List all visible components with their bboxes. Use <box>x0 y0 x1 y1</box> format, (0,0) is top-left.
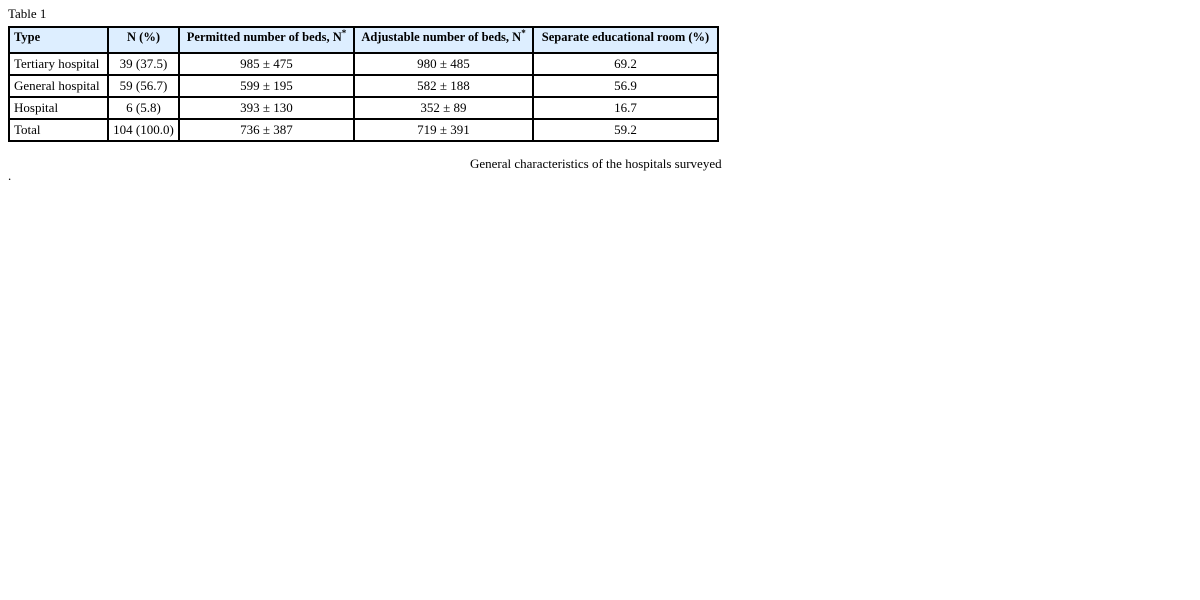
hospital-characteristics-table <box>8 26 719 142</box>
header-adjustable-beds-label: Adjustable number of beds, N <box>361 30 522 44</box>
header-adjustable-beds <box>354 27 533 53</box>
cell-permitted-beds: 599 ± 195 <box>179 75 354 97</box>
table-caption: General characteristics of the hospitals surveyed <box>470 156 722 171</box>
cell-educational-room: 69.2 <box>533 53 718 75</box>
table-label: Table 1 <box>8 6 47 21</box>
cell-type: Hospital <box>9 97 108 119</box>
footnote-mark: * <box>341 27 347 38</box>
table-header-row <box>9 27 718 53</box>
cell-permitted-beds: 393 ± 130 <box>179 97 354 119</box>
cell-permitted-beds: 985 ± 475 <box>179 53 354 75</box>
table-row <box>9 97 718 119</box>
cell-adjustable-beds: 719 ± 391 <box>354 119 533 141</box>
cell-type: Total <box>9 119 108 141</box>
trailing-mark: . <box>8 168 12 183</box>
cell-adjustable-beds: 980 ± 485 <box>354 53 533 75</box>
cell-permitted-beds: 736 ± 387 <box>179 119 354 141</box>
header-educational-room: Separate educational room (%) <box>533 27 718 53</box>
cell-type: General hospital <box>9 75 108 97</box>
table-row <box>9 53 718 75</box>
cell-n-percent: 104 (100.0) <box>108 119 179 141</box>
cell-educational-room: 59.2 <box>533 119 718 141</box>
cell-n-percent: 59 (56.7) <box>108 75 179 97</box>
table-row <box>9 75 718 97</box>
footnote-mark: * <box>521 27 526 38</box>
table-row-total <box>9 119 718 141</box>
cell-educational-room: 16.7 <box>533 97 718 119</box>
cell-adjustable-beds: 352 ± 89 <box>354 97 533 119</box>
cell-n-percent: 6 (5.8) <box>108 97 179 119</box>
header-type: Type <box>9 27 108 53</box>
cell-adjustable-beds: 582 ± 188 <box>354 75 533 97</box>
cell-type: Tertiary hospital <box>9 53 108 75</box>
header-permitted-beds-label: Permitted number of beds, N <box>186 30 342 44</box>
cell-educational-room: 56.9 <box>533 75 718 97</box>
cell-n-percent: 39 (37.5) <box>108 53 179 75</box>
header-n-percent: N (%) <box>108 27 179 53</box>
header-permitted-beds <box>179 27 354 53</box>
